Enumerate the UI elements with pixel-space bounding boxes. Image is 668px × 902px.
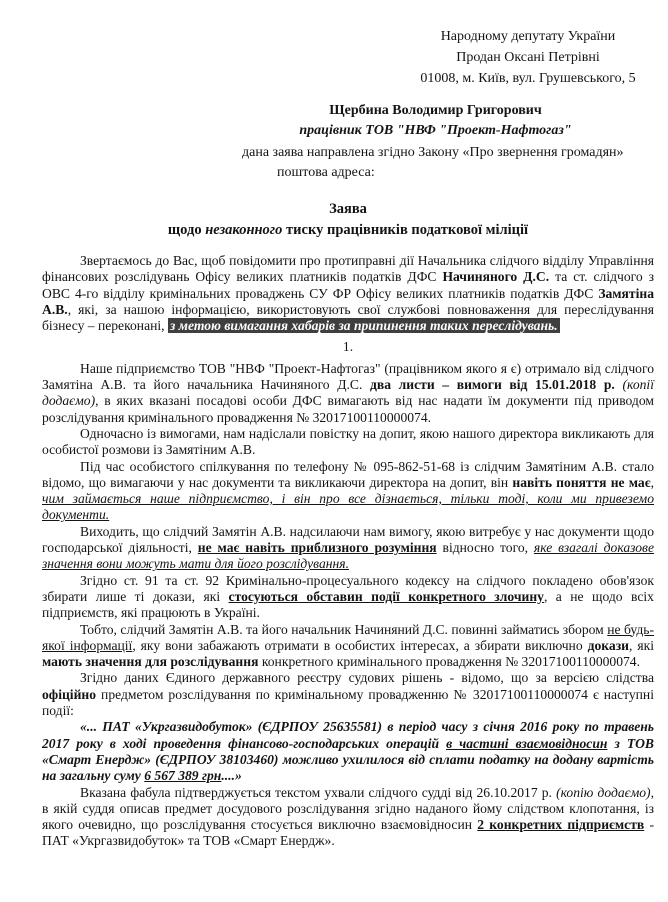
document-title: Заява [329, 201, 367, 217]
postal-address-label: поштова адреса: [277, 165, 375, 180]
recipient-block [402, 26, 654, 89]
section-1-number: 1. [342, 339, 354, 355]
document-header [42, 26, 654, 183]
recipient-person: Продан Оксані Петрівні [456, 50, 600, 65]
sender-position: працівник ТОВ "НВФ "Проект-Нафтогаз" [299, 123, 572, 138]
recipient-title: Народному депутату України [440, 29, 616, 44]
paragraph-registry-info: Згідно даних Єдиного державного реєстру судових рішень - відомо, що за версією слідства офіційно предметом розслідування по кримінальному провадженню № 32017100110000074 є наступні події: [42, 670, 654, 719]
paragraph-summons: Одночасно із вимогами, нам надіслали повістку на допит, якою нашого директора викликають для особистої розмови із Замятіним А.В. [42, 425, 654, 458]
document-subtitle: щодо незаконного тиску працівників податкової міліції [167, 222, 529, 238]
title-block [42, 199, 654, 241]
recipient-address: 01008, м. Київ, вул. Грушевського, 5 [420, 71, 636, 86]
sender-name: Щербина Володимир Григорович [329, 103, 542, 118]
paragraph-complaint-intro: Звертаємось до Вас, щоб повідомити про протиправні дії Начальника слідчого відділу Управління фінансових розслідувань Офісу великих платників податків ДФС Начиняного Д.С. та ст. слідчого з ОВС 4-го відділу кримінальних проваджень СУ ФР Офісу великих платників податків ДФС Замятіна А.В., які, за нашою інформацією, використовують свої службові повноваження для переслідування бізнесу – переконані, з метою вимагання хабарів за припинення таких переслідувань. [42, 253, 654, 334]
document-body [42, 253, 654, 850]
sender-block [217, 101, 654, 141]
paragraph-phone-call: Під час особистого спілкування по телефону № 095-862-51-68 із слідчим Замятіним А.В. стало відомо, що вимагаючи у нас документи та викликаючи директора на допит, він навіть поняття не має, чим займається наше підприємство, і він про все дізнається, тільки тоді, коли ми привеземо документи. [42, 458, 655, 523]
paragraph-evidence-duty: Тобто, слідчий Замятін А.В. та його начальник Начиняний Д.С. повинні займатись збором не будь-якої інформації, яку вони забажають отримати в особистих інтересах, а збирати виключно докази, які мають значення для розслідування конкретного кримінального провадження № 32017100110000074. [42, 621, 654, 670]
paragraph-case-quote: «... ПАТ «Укргазвидобуток» (ЄДРПОУ 25635581) в період часу з січня 2016 року по травень 2017 року в ході проведення фінансово-господарських операцій в частині взаємовідносин з ТОВ «Смарт Енердж» (ЄДРПОУ 38103460) можливо ухилилося від сплати податку на додану вартість на загальну суму 6 567 389 грн....» [42, 719, 655, 784]
paragraph-court-ruling: Вказана фабула підтверджується текстом ухвали слідчого судді від 26.10.2017 р. (копію додаємо), в якій суддя описав предмет досудового розслідування згідно наданого йому слідством клопотання, із якого очевидно, що розслідування стосується виключно взаємовідносин 2 конкретних підприємств - ПАТ «Укргазвидобуток» та ТОВ «Смарт Енердж». [42, 784, 654, 849]
submission-block [242, 143, 654, 183]
submission-note: дана заява направлена згідно Закону «Про звернення громадян» [242, 145, 624, 160]
paragraph-demand-letters: Наше підприємство ТОВ "НВФ "Проект-Нафтогаз" (працівником якого я є) отримало від слідчого Замятіна А.В. та його начальника Начиняного Д.С. два листи – вимоги від 15.01.2018 р. (копії додаємо), в яких вказані посадові особи ДФС вимагають від нас надати їм документи під приводом розслідування кримінального провадження № 32017100110000074. [42, 360, 654, 425]
paragraph-cpc-articles: Згідно ст. 91 та ст. 92 Кримінально-процесуального кодексу на слідчого покладено обов'язок збирати лише ті докази, які стосуються обставин події конкретного злочину, а не щодо всіх підприємств, які працюють в Україні. [42, 572, 654, 621]
paragraph-no-understanding: Виходить, що слідчий Замятін А.В. надсилаючи нам вимогу, якою витребує у нас документи щодо господарської діяльності, не має навіть приблизного розуміння відносно того, яке взагалі доказове значення вони можуть мати для його розслідування. [42, 523, 654, 572]
